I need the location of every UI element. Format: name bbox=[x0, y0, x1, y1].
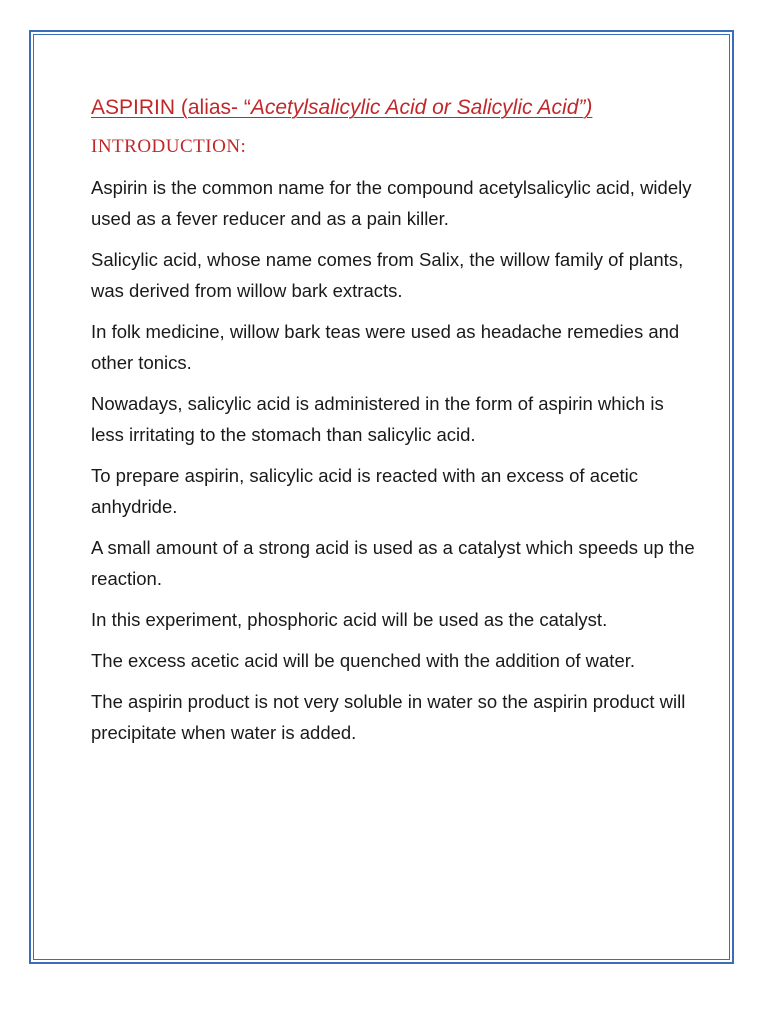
paragraph: The aspirin product is not very soluble in water so the aspirin product will precipitate when water is added. bbox=[91, 691, 686, 743]
section-heading-introduction: INTRODUCTION: bbox=[91, 136, 247, 157]
paragraph: In this experiment, phosphoric acid will be used as the catalyst. bbox=[91, 609, 608, 630]
document-title bbox=[91, 92, 701, 124]
paragraph: Aspirin is the common name for the compound acetylsalicylic acid, widely used as a fever reducer and as a pain killer. bbox=[91, 177, 692, 229]
paragraph: Nowadays, salicylic acid is administered in the form of aspirin which is less irritating to the stomach than salicylic acid. bbox=[91, 393, 664, 445]
title-prefix: ASPIRIN (alias- “ bbox=[91, 96, 251, 119]
paragraph: A small amount of a strong acid is used as a catalyst which speeds up the reaction. bbox=[91, 537, 695, 589]
paragraph: Salicylic acid, whose name comes from Salix, the willow family of plants, was derived from willow bark extracts. bbox=[91, 249, 684, 301]
title-alias: Acetylsalicylic Acid or Salicylic Acid”) bbox=[250, 96, 593, 119]
paragraph: To prepare aspirin, salicylic acid is reacted with an excess of acetic anhydride. bbox=[91, 465, 639, 517]
document-body bbox=[91, 92, 701, 758]
paragraph: The excess acetic acid will be quenched with the addition of water. bbox=[91, 650, 636, 671]
paragraph: In folk medicine, willow bark teas were used as headache remedies and other tonics. bbox=[91, 321, 680, 373]
